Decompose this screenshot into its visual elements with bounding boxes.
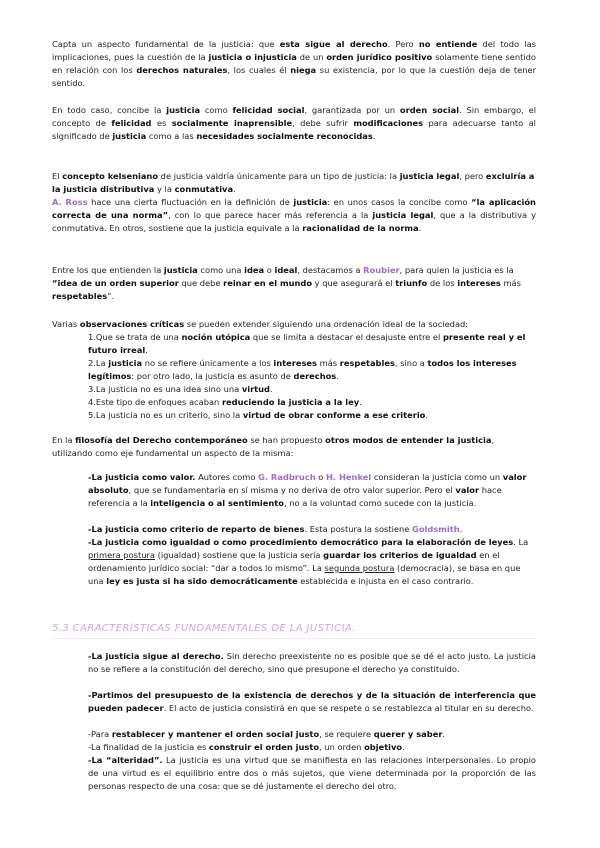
author-name: G. Radbruch bbox=[258, 472, 316, 482]
heading-divider bbox=[52, 638, 536, 639]
list-item: 1.Que se trata de una noción utópica que se limita a destacar el desajuste entre el presente real y el futuro irreal. bbox=[88, 332, 526, 355]
author-name: Goldsmith bbox=[412, 524, 460, 534]
paragraph-equality-democracy: -La justicia como igualdad o como procedimiento democrático para la elaboración de leyes. La primera postura (igualdad) sostiene que la justicia sería guardar los criterios de igualdad en el ordenamiento jurídico social: “dar a todos lo mismo”. La segunda postura (democracia), se basa en que una ley es justa si ha sido democráticamente establecida e injusta en el caso contrario. bbox=[88, 537, 529, 586]
characteristic-interference: -Partimos del presupuesto de la existencia de derechos y de la situación de interferencia que pueden padecer. El acto de justicia consistirá en que se respete o se restablezca al titular en su derecho. bbox=[88, 690, 536, 713]
paragraph-roubier: Entre los que entienden la justicia como una idea o ideal, destacamos a Roubier, para quien la justicia es la “idea de un orden superior que debe reinar en el mundo y que asegurará el triunfo de los intereses más respetables”. bbox=[52, 265, 521, 301]
characteristic-alterity: -La “alteridad”. La justicia es una virtud que se manifiesta en las relaciones interpersonales. Lo propio de una virtud es el equilibrio entre dos o más sujetos, que viene determinada por la proporción de las personas respecto de una cosa: que se dé justamente el derecho del otro. bbox=[88, 755, 536, 791]
paragraph-critical-observations: Varias observaciones críticas se pueden extender siguiendo una ordenación ideal de la sociedad: bbox=[52, 319, 469, 329]
list-item: 2.La justicia no se refiere únicamente a los intereses más respetables, sino a todos los intereses legítimos: por otro lado, la justicia es asunto de derechos. bbox=[88, 358, 517, 381]
paragraph-kelsenian-concept: El concepto kelseniano de justicia valdría únicamente para un tipo de justicia: la justicia legal, pero excluiría a la justicia distributiva y la conmutativa. bbox=[52, 171, 535, 194]
list-item: 3.La justicia no es una idea sino una virtud. bbox=[88, 384, 273, 394]
author-name: H. Henkel bbox=[325, 472, 372, 482]
characteristic-follows-law: -La justicia sigue al derecho. Sin derecho preexistente no es posible que se dé el acto justo. La justicia no se refiere a la constitución del derecho, sino que presupone el derecho ya constituido. bbox=[88, 651, 536, 674]
list-item: 5.La justicia no es un criterio, sino la virtud de obrar conforme a ese criterio. bbox=[88, 410, 429, 420]
paragraph-social-happiness: En todo caso, concibe la justicia como felicidad social, garantizada por un orden social. Sin embargo, el concepto de felicidad es socialmente inaprensible, debe sufrir modificaciones para adecuarse tanto al significado de justicia como a las necesidades socialmente reconocidas. bbox=[52, 105, 537, 141]
paragraph-contemporary-philosophy: En la filosofía del Derecho contemporáneo se han propuesto otros modos de entender la justicia, utilizando como eje fundamental un aspecto de la misma: bbox=[52, 435, 495, 458]
paragraph-ross: A. Ross hace una cierta fluctuación en la definición de justicia: en unos casos la concibe como “la aplicación correcta de una norma”, con lo que parece hacer más referencia a la justicia legal, que a la distributiva y conmutativa. En otros, sostiene que la justicia equivale a la racionalidad de la norma. bbox=[52, 197, 537, 233]
paragraph-kelsen-critique: Capta un aspecto fundamental de la justicia: que esta sigue al derecho. Pero no entiende del todo las implicaciones, pues la cuestión de la justicia o injusticia de un orden jurídico positivo solamente tiene sentido en relación con los derechos naturales, los cuales él niega su existencia, por lo que la cuestión deja de tener sentido. bbox=[52, 39, 537, 88]
characteristic-just-order: -La finalidad de la justicia es construir el orden justo, un orden objetivo. bbox=[88, 742, 405, 752]
section-heading: 5.3 CARACTERÍSTICAS FUNDAMENTALES DE LA JUSTICIA. bbox=[52, 623, 356, 634]
author-name: Roubier bbox=[363, 265, 400, 275]
author-name: A. Ross bbox=[52, 197, 88, 207]
paragraph-justice-as-value: -La justicia como valor. Autores como G. Radbruch o H. Henkel consideran la justicia como un valor absoluto, que se fundamentaría en sí misma y no deriva de otro valor superior. Pero el valor hace referencia a la inteligencia o al sentimiento, no a la voluntad como sucede con la justicia. bbox=[88, 472, 527, 508]
list-item: 4.Este tipo de enfoques acaban reduciendo la justicia a la ley. bbox=[88, 397, 362, 407]
characteristic-restore-order: -Para restablecer y mantener el orden social justo, se requiere querer y saber. bbox=[88, 729, 446, 739]
paragraph-distribution-criterion: -La justicia como criterio de reparto de bienes. Esta postura la sostiene Goldsmith. bbox=[88, 524, 463, 534]
observations-list bbox=[88, 331, 538, 422]
